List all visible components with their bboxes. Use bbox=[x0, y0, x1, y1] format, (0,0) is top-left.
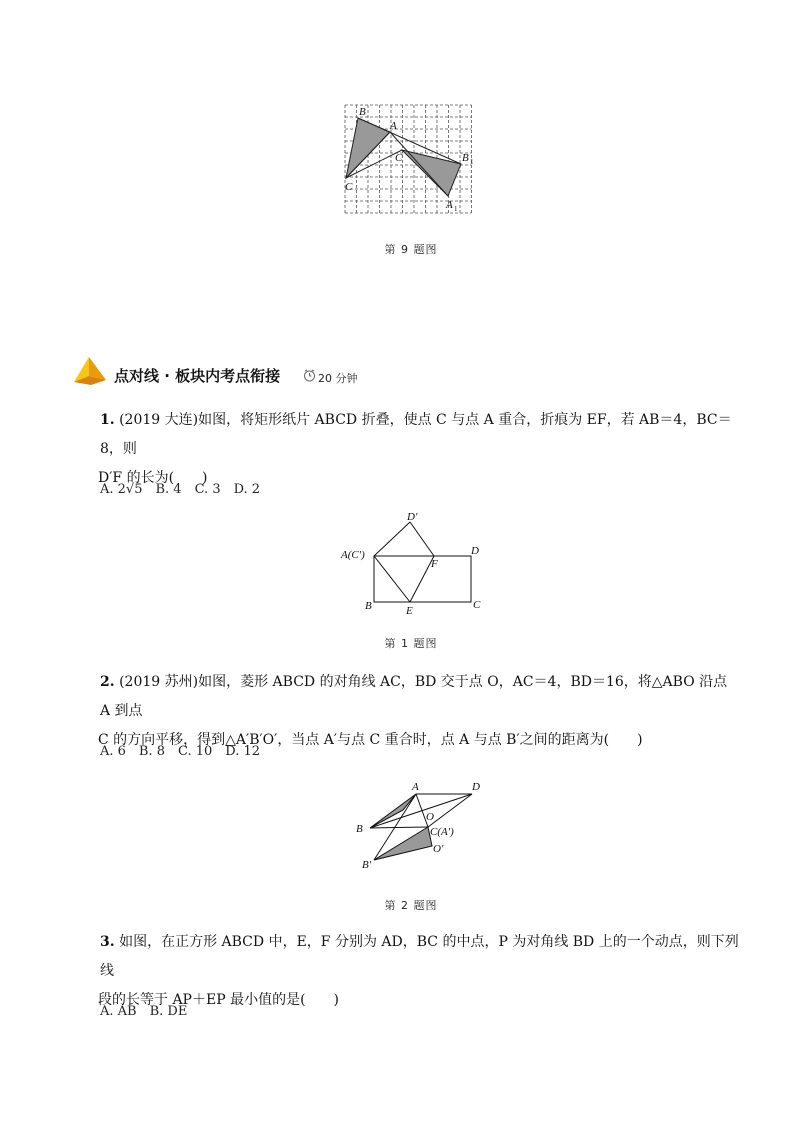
question-1-line1: (2019 大连)如图，将矩形纸片 ABCD 折叠，使点 C 与点 A 重合，折痕为 EF，若 AB＝4，BC＝8，则 bbox=[100, 412, 732, 457]
label-b: B bbox=[356, 823, 363, 835]
question-1-options: A. 2√5 B. 4 C. 3 D. 2 bbox=[100, 482, 261, 497]
triangle-abo bbox=[370, 794, 416, 828]
figure-2-caption: 第 2 题图 bbox=[384, 899, 438, 912]
figure-1-caption: 第 1 题图 bbox=[384, 637, 438, 650]
question-2-line2: C 的方向平移，得到△A′B′O′，当点 A′与点 C 重合时，点 A 与点 B′之间的距离为( ) bbox=[98, 732, 643, 748]
question-2-options: A. 6 B. 8 C. 10 D. 12 bbox=[100, 744, 261, 759]
question-2-number: 2. bbox=[100, 674, 115, 690]
timer-label: 20 分钟 bbox=[318, 372, 358, 385]
figure-1 bbox=[336, 508, 496, 620]
clock-icon bbox=[303, 367, 316, 380]
triangle-a-prime-b-prime-o-prime bbox=[374, 827, 432, 860]
label-b1-subscript: 1 bbox=[470, 158, 474, 166]
question-3-options: A. AB B. DE bbox=[100, 1004, 188, 1019]
label-b: B bbox=[365, 600, 372, 612]
question-1-number: 1. bbox=[100, 412, 115, 428]
label-a1-subscript: 1 bbox=[454, 205, 458, 213]
label-c1: C bbox=[395, 152, 403, 164]
figure-9-caption: 第 9 题图 bbox=[384, 243, 438, 256]
pyramid-icon bbox=[72, 356, 108, 386]
label-a1: A bbox=[446, 199, 453, 211]
question-3-number: 3. bbox=[100, 934, 115, 950]
label-o: O bbox=[426, 811, 434, 823]
figure-2 bbox=[348, 776, 498, 876]
question-3-line2: 段的长等于 AP＋EP 最小值的是( ) bbox=[98, 992, 339, 1008]
label-c: C bbox=[345, 181, 353, 193]
question-3-line1: 如图，在正方形 ABCD 中，E，F 分别为 AD，BC 的中点，P 为对角线 BD 上的一个动点，则下列线 bbox=[100, 934, 739, 979]
figure-2-diagram bbox=[348, 776, 498, 876]
label-a: A bbox=[390, 120, 397, 132]
label-d-prime: D′ bbox=[407, 511, 418, 523]
triangle-abc bbox=[346, 118, 390, 178]
label-b-prime: B′ bbox=[362, 859, 372, 871]
label-d: D bbox=[472, 781, 480, 793]
section-title: 点对线 · 板块内考点衔接 bbox=[114, 367, 281, 385]
label-c-a-prime: C(A′) bbox=[430, 826, 454, 838]
figure-1-diagram bbox=[336, 508, 496, 620]
label-o-prime: O′ bbox=[433, 843, 444, 855]
question-2-line1: (2019 苏州)如图，菱形 ABCD 的对角线 AC，BD 交于点 O，AC＝4，BD＝16，将△ABO 沿点 A 到点 bbox=[100, 674, 728, 719]
label-c: C bbox=[473, 599, 481, 611]
label-e: E bbox=[406, 605, 413, 617]
section-header bbox=[72, 356, 372, 390]
label-b: B bbox=[359, 106, 366, 118]
label-a-c-prime: A(C′) bbox=[341, 549, 365, 561]
figure-9 bbox=[340, 100, 480, 220]
figure-9-diagram bbox=[340, 100, 480, 220]
label-b1: B bbox=[462, 152, 469, 164]
question-3 bbox=[100, 928, 740, 1015]
label-d: D bbox=[471, 545, 479, 557]
question-1-line2: D′F 的长为( ) bbox=[98, 470, 208, 486]
label-f: F bbox=[431, 558, 438, 570]
label-a: A bbox=[412, 781, 419, 793]
